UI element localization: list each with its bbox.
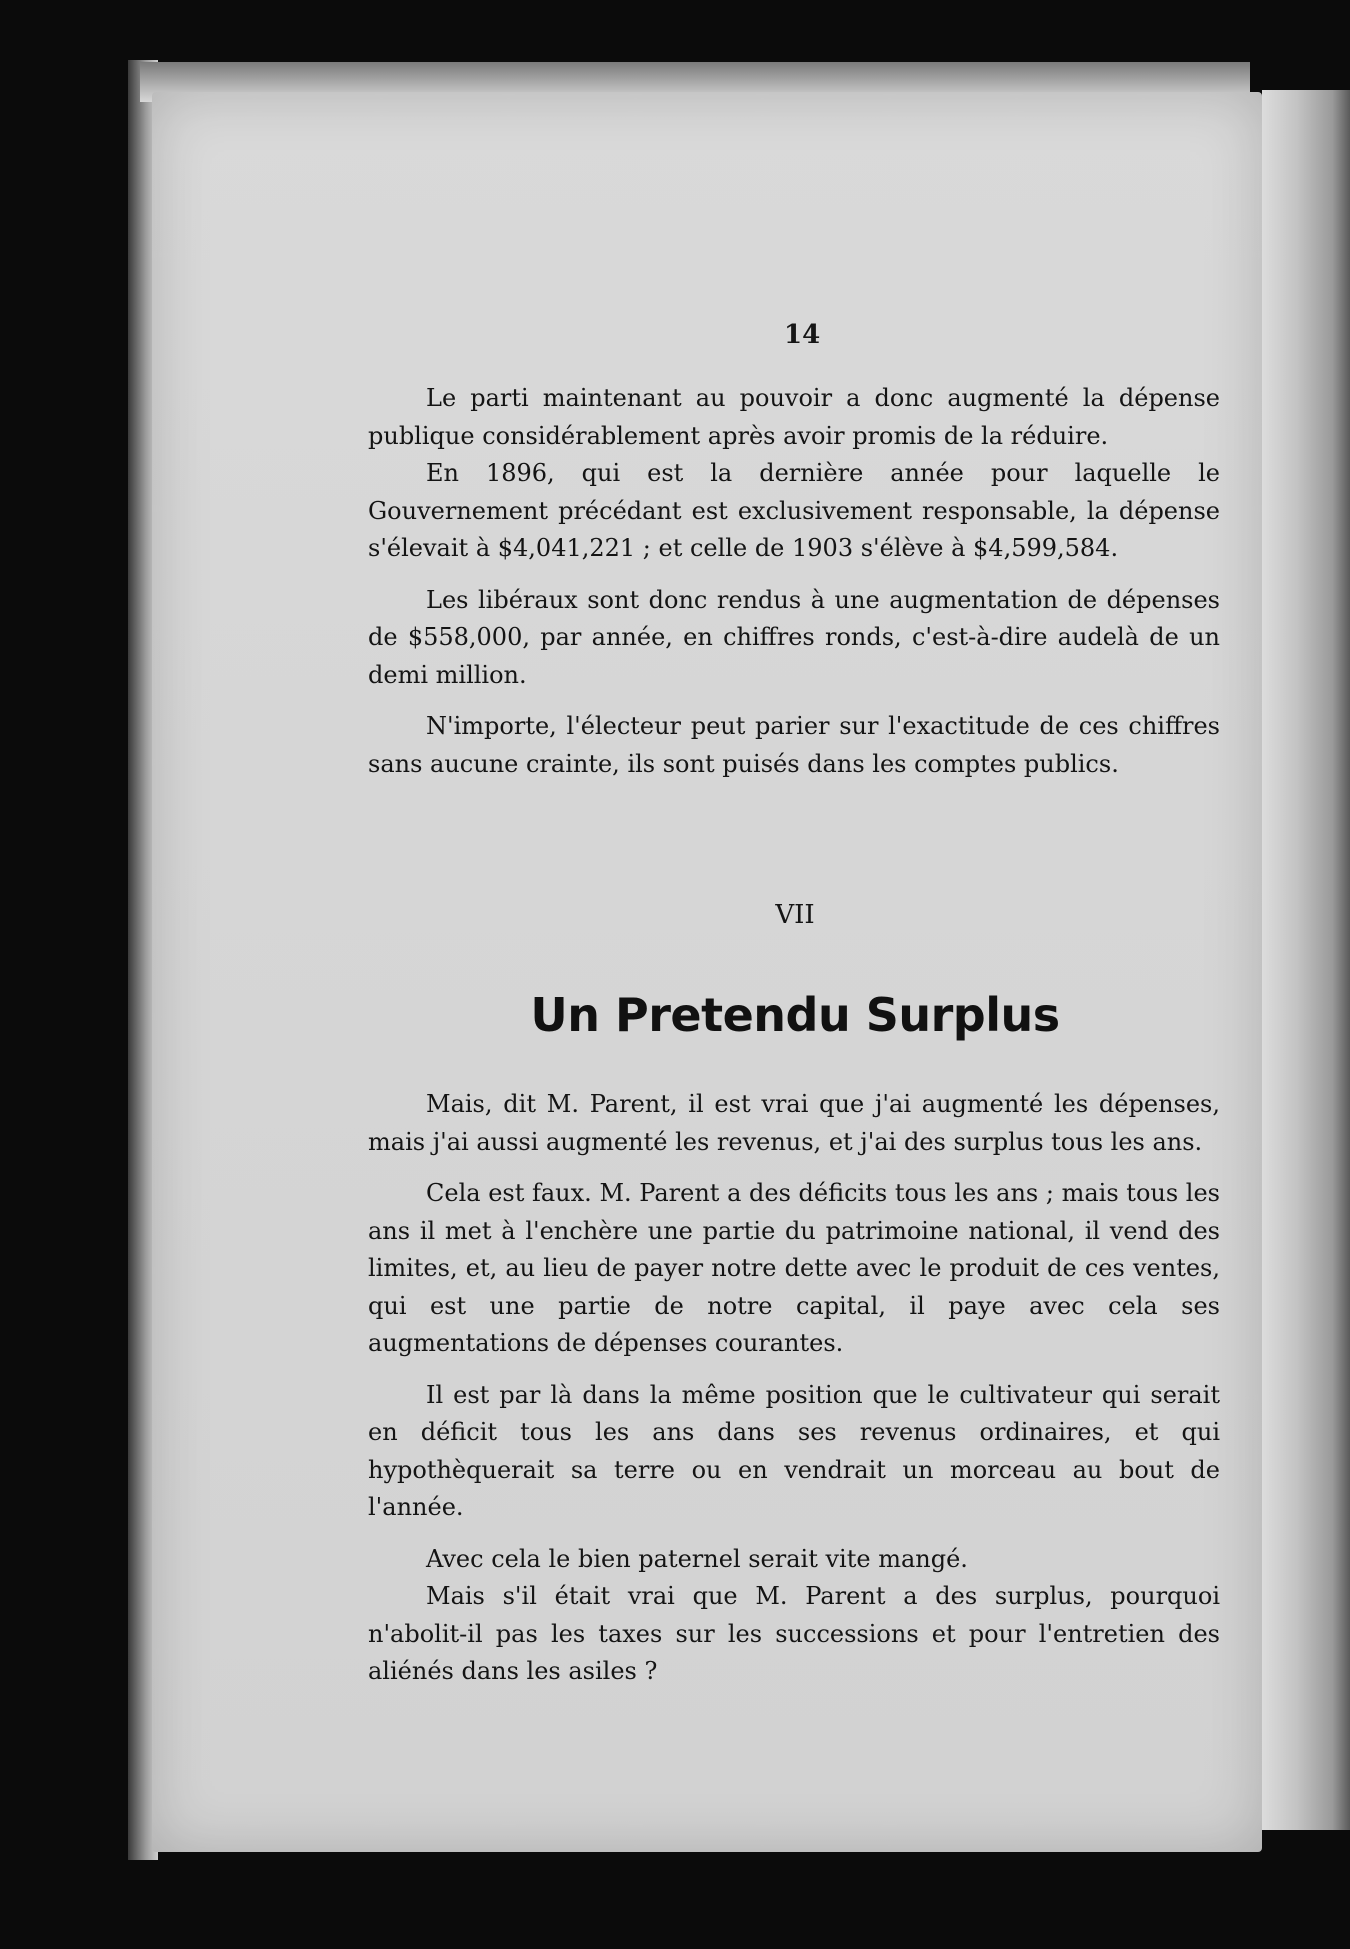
section-title: Un Pretendu Surplus: [530, 988, 1060, 1042]
paragraph: En 1896, qui est la dernière année pour laquelle le Gouvernement précédant est exclusivement responsable, la dépense s'élevait à $4,041,221 ; et celle de 1903 s'élève à $4,599,584.: [368, 459, 1220, 562]
paragraph: Avec cela le bien paternel serait vite mangé.: [426, 1544, 968, 1573]
paragraph: Cela est faux. M. Parent a des déficits tous les ans ; mais tous les ans il met à l'enchère une partie du patrimoine national, il vend des limites, et, au lieu de payer notre dette avec le produit de ces ventes, qui est une partie de notre capital, il paye avec cela ses augmentations de dépenses courantes.: [368, 1179, 1220, 1357]
text-block-bottom: [368, 1086, 1220, 1691]
paragraph: Mais s'il était vrai que M. Parent a des surplus, pourquoi n'abolit-il pas les taxes sur les successions et pour l'entretien des aliénés dans les asiles ?: [368, 1582, 1220, 1685]
text-block-top: [368, 380, 1220, 783]
paragraph: Mais, dit M. Parent, il est vrai que j'ai augmenté les dépenses, mais j'ai aussi augmenté les revenus, et j'ai des surplus tous les ans.: [368, 1090, 1220, 1156]
paragraph: Il est par là dans la même position que le cultivateur qui serait en déficit tous les ans dans ses revenus ordinaires, et qui hypothèquerait sa terre ou en vendrait un morceau au bout de l'année.: [368, 1380, 1220, 1521]
paragraph: N'importe, l'électeur peut parier sur l'exactitude de ces chiffres sans aucune crainte, ils sont puisés dans les comptes publics.: [368, 712, 1220, 778]
page-number: 14: [784, 320, 821, 350]
book-cover-edge: [1262, 90, 1350, 1830]
section-number: VII: [775, 900, 815, 930]
paragraph: Le parti maintenant au pouvoir a donc augmenté la dépense publique considérablement après avoir promis de la réduire.: [368, 384, 1220, 450]
paragraph: Les libéraux sont donc rendus à une augmentation de dépenses de $558,000, par année, en chiffres ronds, c'est-à-dire audelà de un demi million.: [368, 585, 1220, 689]
